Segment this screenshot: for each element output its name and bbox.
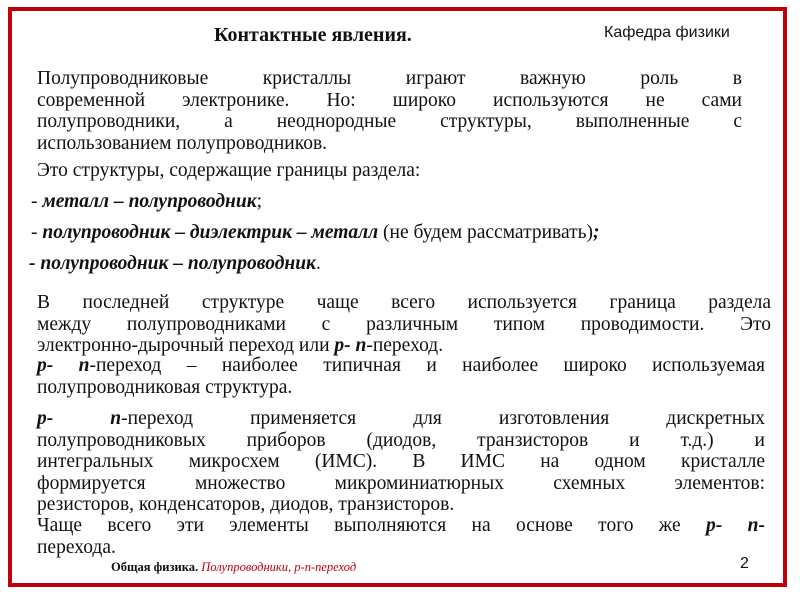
page-number: 2 bbox=[740, 555, 749, 572]
slide-title: Контактные явления. bbox=[214, 24, 412, 46]
paragraph-line: электронно-дырочный переход или p- n-переход. bbox=[37, 335, 444, 356]
paragraph-line: между полупроводниками с различным типом проводимости. Это bbox=[37, 313, 771, 335]
footer: Общая физика. Полупроводники, p-n-переход bbox=[111, 560, 357, 574]
paragraph-line: резисторов, конденсаторов, диодов, транзисторов. bbox=[37, 494, 455, 515]
paragraph-line: полупроводниковых приборов (диодов, транзисторов и т.д.) и bbox=[37, 429, 765, 451]
intro-paragraph bbox=[37, 68, 742, 154]
department-label: Кафедра физики bbox=[604, 24, 730, 41]
paragraph-line: Чаще всего эти элементы выполняются на основе того же p- n- bbox=[37, 515, 765, 536]
structures-intro: Это структуры, содержащие границы раздела: bbox=[37, 160, 421, 181]
pn-typical-paragraph bbox=[37, 355, 765, 398]
paragraph-line: p- n-переход – наиболее типичная и наиболее широко используемая bbox=[37, 355, 765, 376]
intro-line: Полупроводниковые кристаллы играют важную роль в bbox=[37, 68, 742, 89]
paragraph-line: В последней структуре чаще всего используется граница раздела bbox=[37, 292, 771, 313]
intro-line: современной электронике. Но: широко используются не сами bbox=[37, 89, 742, 111]
pn-junction-paragraph bbox=[37, 292, 771, 357]
intro-line: использованием полупроводников. bbox=[37, 132, 328, 154]
paragraph-line: формируется множество микроминиатюрных схемных элементов: bbox=[37, 472, 765, 494]
list-item-semiconductor-dielectric-metal: - полупроводник – диэлектрик – металл (не будем рассматривать); bbox=[31, 222, 600, 243]
list-item-metal-semiconductor: - металл – полупроводник; bbox=[31, 191, 263, 212]
paragraph-line: перехода. bbox=[37, 536, 116, 558]
paragraph-line: p- n-переход применяется для изготовления дискретных bbox=[37, 408, 765, 429]
pn-applications-paragraph bbox=[37, 408, 765, 516]
paragraph-line: полупроводниковая структура. bbox=[37, 376, 293, 398]
list-item-semiconductor-semiconductor: - полупроводник – полупроводник. bbox=[29, 253, 321, 274]
elements-paragraph bbox=[37, 515, 765, 558]
intro-line: полупроводники, а неоднородные структуры, выполненные с bbox=[37, 111, 742, 132]
paragraph-line: интегральных микросхем (ИМС). В ИМС на одном кристалле bbox=[37, 451, 765, 472]
